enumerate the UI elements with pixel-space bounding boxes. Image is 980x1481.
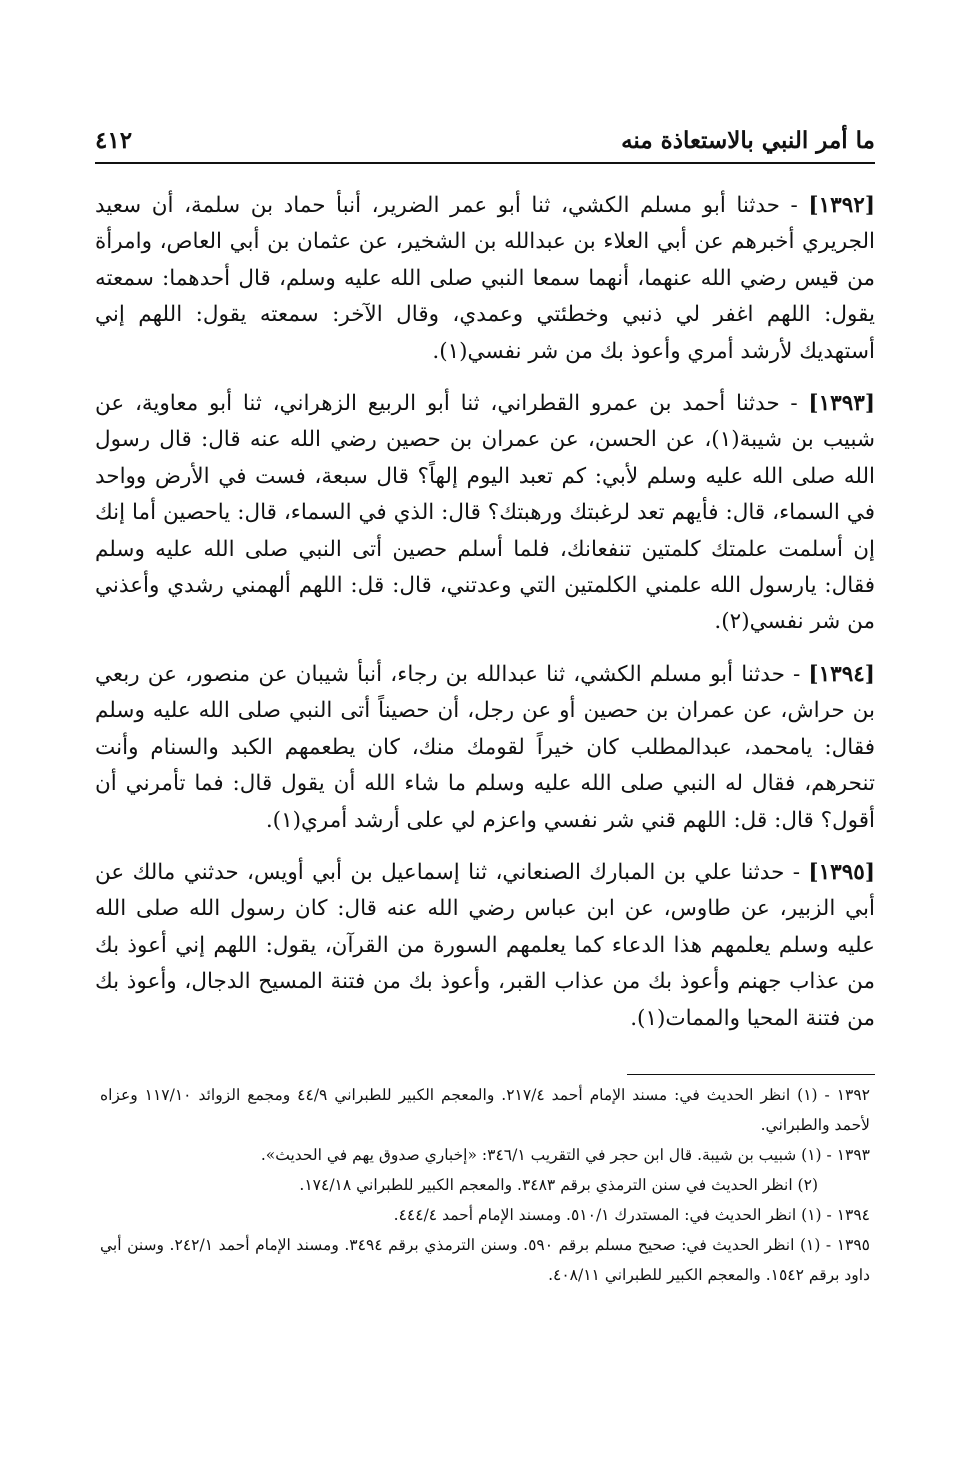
hadith-1392 bbox=[95, 188, 875, 370]
hadith-text: - حدثنا أحمد بن عمرو القطراني، ثنا أبو الربيع الزهراني، ثنا أبو معاوية، عن شبيب بن شيبة(١)، عن الحسن، عن عمران بن حصين رضي الله عنه قال: قال رسول الله صلى الله عليه وسلم لأبي: كم تعبد اليوم إلهاً؟ قال سبعة، فست في الأرض وواحد في السماء، قال: فأيهم تعد لرغبتك ورهبتك؟ قال: الذي في السماء، قال: ياحصين أما إنك إن أسلمت علمتك كلمتين تنفعانك، فلما أسلم حصين أتى النبي صلى الله عليه وسلم فقال: يارسول الله علمني الكلمتين التي وعدتني، قال: قل: اللهم ألهمني رشدي وأعذني من شر نفسي(٢). bbox=[95, 391, 875, 635]
footnote-1395-1: ١٣٩٥ - (١) انظر الحديث في: صحيح مسلم برقم ٥٩٠. وسنن الترمذي برقم ٣٤٩٤. ومسند الإمام أحمد ٢٤٢/١. وسنن أبي داود برقم ١٥٤٢. والمعجم الكبير للطبراني ٤٠٨/١١. bbox=[100, 1236, 871, 1284]
page-number: ٤١٢ bbox=[95, 127, 133, 154]
hadith-number: [١٣٩٢] bbox=[808, 193, 875, 218]
main-text bbox=[95, 188, 875, 1053]
footnote-separator bbox=[627, 1074, 875, 1075]
hadith-1393 bbox=[95, 386, 875, 641]
hadith-1394 bbox=[95, 657, 875, 839]
footnote-1392-1: ١٣٩٢ - (١) انظر الحديث في: مسند الإمام أحمد ٢١٧/٤. والمعجم الكبير للطبراني ٤٤/٩ ومجمع الزوائد ١١٧/١٠ وعزاه لأحمد والطبراني. bbox=[100, 1086, 871, 1134]
hadith-number: [١٣٩٤] bbox=[808, 661, 875, 687]
hadith-text: - حدثنا علي بن المبارك الصنعاني، ثنا إسماعيل بن أبي أويس، حدثني مالك عن أبي الزبير، عن طاوس، عن ابن عباس رضي الله عنه قال: كان رسول الله صلى الله عليه وسلم يعلمهم هذا الدعاء كما يعلمهم السورة من القرآن، يقول: اللهم إني أعوذ بك من عذاب جهنم وأعوذ بك من عذاب القبر، وأعوذ بك من فتنة المسيح الدجال، وأعوذ بك من فتنة المحيا والممات(١). bbox=[95, 859, 875, 1031]
footnote-1393-2: (٢) انظر الحديث في سنن الترمذي برقم ٣٤٨٣. والمعجم الكبير للطبراني ١٧٤/١٨. bbox=[299, 1176, 818, 1194]
footnotes bbox=[100, 1080, 870, 1290]
footnote-1393-1: ١٣٩٣ - (١) شبيب بن شيبة. قال ابن حجر في التقريب ٣٤٦/١: «إخباري صدوق يهم في الحديث». bbox=[260, 1146, 870, 1164]
page-header bbox=[95, 124, 875, 164]
running-title: ما أمر النبي بالاستعاذة منه bbox=[621, 127, 875, 154]
hadith-text: - حدثنا أبو مسلم الكشي، ثنا عبدالله بن رجاء، أنبأ شيبان عن منصور، عن ربعي بن حراش، عن عمران بن حصين أو عن رجل، أن حصيناً أتى النبي صلى الله عليه وسلم فقال: يامحمد، عبدالمطلب كان خيراً لقومك منك، كان يطعمهم الكبد والسنام وأنت تنحرهم، فقال له النبي صلى الله عليه وسلم ما شاء الله أن يقول قال: فما تأمرني أن أقول؟ قال: قل: اللهم قني شر نفسي واعزم لي على أرشد أمري(١). bbox=[95, 661, 875, 833]
hadith-number: [١٣٩٥] bbox=[808, 859, 875, 885]
hadith-1395 bbox=[95, 855, 875, 1037]
footnote-1394-1: ١٣٩٤ - (١) انظر الحديث في: المستدرك ٥١٠/١. ومسند الإمام أحمد ٤٤٤/٤. bbox=[393, 1206, 870, 1224]
hadith-number: [١٣٩٣] bbox=[808, 391, 875, 417]
hadith-text: - حدثنا أبو مسلم الكشي، ثنا أبو عمر الضرير، أنبأ حماد بن سلمة، أن سعيد الجريري أخبرهم عن أبي العلاء بن عبدالله بن الشخير، عن عثمان بن أبي العاص، وامرأة من قيس رضي الله عنهما، أنهما سمعا النبي صلى الله عليه وسلم، قال أحدهما: سمعته يقول: اللهم اغفر لي ذنبي وخطئتي وعمدي، وقال الآخر: سمعته يقول: اللهم إني أستهديك لأرشد أمري وأعوذ بك من شر نفسي(١). bbox=[95, 193, 875, 364]
